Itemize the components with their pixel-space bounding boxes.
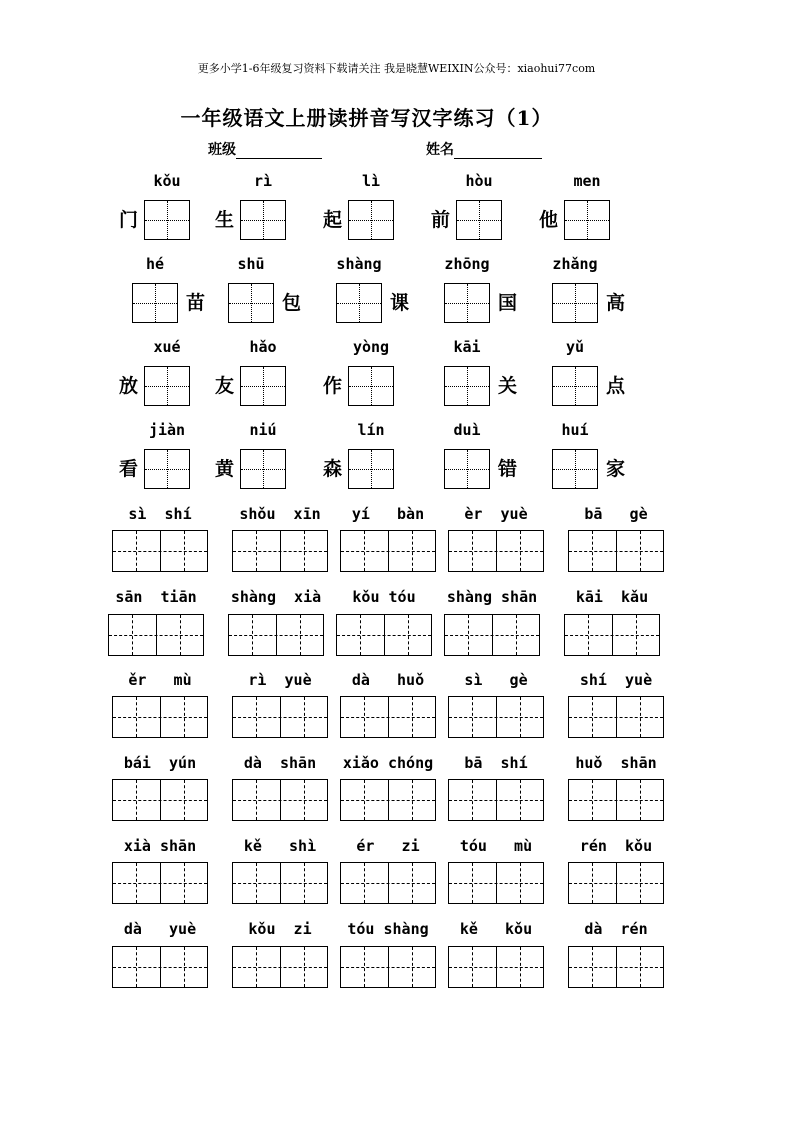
pinyin-label: zhōng (444, 255, 490, 273)
given-character: 看 (119, 458, 139, 480)
pinyin-label: men (573, 172, 601, 190)
box-guide-horizontal (113, 800, 207, 801)
box-guide-horizontal (337, 303, 381, 304)
word-writing-box[interactable] (336, 614, 432, 656)
box-guide-horizontal (445, 386, 489, 387)
pinyin-word-label: kě shì (243, 837, 317, 855)
box-guide-vertical (304, 863, 305, 903)
box-guide-vertical (472, 863, 473, 903)
class-input-line[interactable] (236, 142, 322, 159)
given-character: 黄 (215, 458, 235, 480)
pinyin-word-label: kǒu zi (248, 920, 312, 938)
given-character: 错 (498, 458, 518, 480)
pinyin-label: niú (249, 421, 277, 439)
box-guide-horizontal (341, 967, 435, 968)
box-guide-vertical (412, 531, 413, 571)
box-guide-horizontal (341, 800, 435, 801)
word-writing-box[interactable] (444, 614, 540, 656)
box-guide-horizontal (457, 220, 501, 221)
box-guide-vertical (468, 615, 469, 655)
pinyin-label: shū (237, 255, 265, 273)
box-guide-horizontal (569, 551, 663, 552)
pinyin-label: lín (357, 421, 385, 439)
box-guide-vertical (592, 697, 593, 737)
box-guide-horizontal (449, 800, 543, 801)
writing-box[interactable] (240, 200, 286, 240)
pinyin-label: yǔ (565, 338, 585, 356)
box-guide-vertical (256, 531, 257, 571)
pinyin-word-label: ěr mù (128, 671, 192, 689)
pinyin-word-label: dà yuè (123, 920, 197, 938)
pinyin-word-label: kě kǒu (459, 920, 533, 938)
box-guide-vertical (520, 947, 521, 987)
box-guide-horizontal (229, 303, 273, 304)
box-guide-vertical (364, 531, 365, 571)
given-character: 包 (282, 292, 302, 314)
box-guide-horizontal (229, 635, 323, 636)
box-guide-vertical (592, 863, 593, 903)
box-guide-vertical (184, 947, 185, 987)
pinyin-word-label: bā gè (584, 505, 648, 523)
pinyin-label: hòu (465, 172, 493, 190)
box-guide-horizontal (553, 469, 597, 470)
box-guide-vertical (184, 531, 185, 571)
word-writing-box[interactable] (232, 696, 328, 738)
writing-box[interactable] (348, 449, 394, 489)
box-guide-vertical (640, 947, 641, 987)
pinyin-label: lì (361, 172, 381, 190)
pinyin-word-label: xiǎo chóng (342, 754, 434, 772)
pinyin-label: yòng (352, 338, 390, 356)
class-field (208, 139, 322, 159)
pinyin-label: hǎo (249, 338, 277, 356)
writing-box[interactable] (336, 283, 382, 323)
box-guide-horizontal (349, 386, 393, 387)
name-field (426, 139, 542, 159)
given-character: 前 (431, 209, 451, 231)
given-character: 苗 (186, 292, 206, 314)
given-character: 友 (215, 375, 235, 397)
pinyin-word-label: sì gè (464, 671, 528, 689)
box-guide-vertical (640, 780, 641, 820)
word-writing-box[interactable] (340, 862, 436, 904)
box-guide-horizontal (565, 635, 659, 636)
given-character: 放 (119, 375, 139, 397)
box-guide-horizontal (341, 717, 435, 718)
word-writing-box[interactable] (232, 530, 328, 572)
writing-box[interactable] (456, 200, 502, 240)
box-guide-vertical (472, 780, 473, 820)
pinyin-word-label: rén kǒu (579, 837, 653, 855)
pinyin-word-label: shàng shān (446, 588, 538, 606)
box-guide-vertical (412, 947, 413, 987)
pinyin-word-label: shí yuè (579, 671, 653, 689)
given-character: 课 (390, 292, 410, 314)
box-guide-horizontal (445, 303, 489, 304)
given-character: 起 (323, 209, 343, 231)
word-writing-box[interactable] (232, 779, 328, 821)
box-guide-horizontal (233, 717, 327, 718)
pinyin-label: huí (561, 421, 589, 439)
pinyin-label: shàng (336, 255, 382, 273)
word-writing-box[interactable] (568, 530, 664, 572)
writing-box[interactable] (228, 283, 274, 323)
box-guide-vertical (364, 863, 365, 903)
worksheet-title: 一年级语文上册读拼音写汉字练习（1） (180, 106, 553, 130)
writing-box[interactable] (444, 366, 490, 406)
given-character: 国 (498, 292, 518, 314)
box-guide-vertical (640, 531, 641, 571)
pinyin-word-label: dà shān (243, 754, 317, 772)
given-character: 关 (498, 375, 518, 397)
box-guide-horizontal (449, 883, 543, 884)
given-character: 家 (606, 458, 626, 480)
pinyin-label: duì (453, 421, 481, 439)
given-character: 门 (119, 209, 139, 231)
box-guide-vertical (304, 697, 305, 737)
word-writing-box[interactable] (448, 530, 544, 572)
box-guide-vertical (304, 531, 305, 571)
pinyin-label: rì (253, 172, 273, 190)
box-guide-vertical (412, 863, 413, 903)
box-guide-horizontal (341, 551, 435, 552)
box-guide-horizontal (445, 635, 539, 636)
word-writing-box[interactable] (564, 614, 660, 656)
box-guide-vertical (136, 863, 137, 903)
box-guide-horizontal (109, 635, 203, 636)
box-guide-horizontal (553, 303, 597, 304)
given-character: 生 (215, 209, 235, 231)
box-guide-horizontal (241, 386, 285, 387)
given-character: 他 (539, 209, 559, 231)
box-guide-vertical (132, 615, 133, 655)
box-guide-vertical (256, 697, 257, 737)
header-note: 更多小学1-6年级复习资料下载请关注 我是晓慧WEIXIN公众号：xiaohui77com (197, 62, 596, 75)
writing-box[interactable] (552, 283, 598, 323)
box-guide-horizontal (449, 551, 543, 552)
word-writing-box[interactable] (448, 862, 544, 904)
box-guide-vertical (640, 697, 641, 737)
pinyin-word-label: ér zi (356, 837, 420, 855)
pinyin-word-label: bā shí (464, 754, 528, 772)
box-guide-vertical (364, 697, 365, 737)
box-guide-horizontal (241, 469, 285, 470)
word-writing-box[interactable] (112, 946, 208, 988)
writing-box[interactable] (348, 366, 394, 406)
box-guide-vertical (472, 531, 473, 571)
pinyin-word-label: kǒu tóu (352, 588, 416, 606)
box-guide-horizontal (233, 883, 327, 884)
box-guide-horizontal (341, 883, 435, 884)
box-guide-horizontal (449, 967, 543, 968)
pinyin-word-label: dà huǒ (351, 671, 425, 689)
name-label: 姓名 (426, 142, 454, 158)
pinyin-word-label: yí bàn (351, 505, 425, 523)
word-writing-box[interactable] (340, 696, 436, 738)
box-guide-vertical (412, 780, 413, 820)
pinyin-label: zhǎng (552, 255, 598, 273)
box-guide-vertical (136, 947, 137, 987)
word-writing-box[interactable] (568, 946, 664, 988)
box-guide-vertical (364, 780, 365, 820)
box-guide-vertical (180, 615, 181, 655)
word-writing-box[interactable] (340, 946, 436, 988)
writing-box[interactable] (132, 283, 178, 323)
box-guide-horizontal (445, 469, 489, 470)
box-guide-vertical (304, 947, 305, 987)
box-guide-horizontal (113, 717, 207, 718)
given-character: 森 (323, 458, 343, 480)
box-guide-vertical (640, 863, 641, 903)
box-guide-vertical (360, 615, 361, 655)
box-guide-vertical (300, 615, 301, 655)
writing-box[interactable] (144, 449, 190, 489)
writing-box[interactable] (240, 366, 286, 406)
given-character: 高 (606, 292, 626, 314)
pinyin-word-label: shǒu xīn (239, 505, 321, 523)
box-guide-horizontal (569, 967, 663, 968)
pinyin-word-label: sān tiān (115, 588, 197, 606)
word-writing-box[interactable] (112, 530, 208, 572)
box-guide-horizontal (145, 220, 189, 221)
word-writing-box[interactable] (112, 696, 208, 738)
box-guide-horizontal (145, 469, 189, 470)
writing-box[interactable] (552, 449, 598, 489)
pinyin-word-label: huǒ shān (575, 754, 657, 772)
word-writing-box[interactable] (568, 696, 664, 738)
box-guide-vertical (636, 615, 637, 655)
box-guide-vertical (136, 531, 137, 571)
pinyin-label: hé (145, 255, 165, 273)
box-guide-horizontal (133, 303, 177, 304)
box-guide-horizontal (349, 469, 393, 470)
pinyin-word-label: tóu shàng (347, 920, 429, 938)
writing-box[interactable] (348, 200, 394, 240)
word-writing-box[interactable] (108, 614, 204, 656)
pinyin-label: kāi (453, 338, 481, 356)
box-guide-vertical (592, 947, 593, 987)
pinyin-word-label: kāi kǎu (575, 588, 649, 606)
box-guide-horizontal (569, 800, 663, 801)
box-guide-vertical (304, 780, 305, 820)
pinyin-label: kǒu (153, 172, 181, 190)
writing-box[interactable] (444, 449, 490, 489)
name-input-line[interactable] (454, 142, 542, 159)
box-guide-vertical (520, 780, 521, 820)
box-guide-vertical (252, 615, 253, 655)
word-writing-box[interactable] (232, 862, 328, 904)
box-guide-vertical (472, 947, 473, 987)
writing-box[interactable] (144, 200, 190, 240)
word-writing-box[interactable] (112, 779, 208, 821)
box-guide-vertical (408, 615, 409, 655)
box-guide-horizontal (349, 220, 393, 221)
box-guide-vertical (364, 947, 365, 987)
writing-box[interactable] (564, 200, 610, 240)
given-character: 作 (323, 375, 343, 397)
box-guide-vertical (184, 863, 185, 903)
pinyin-word-label: shàng xià (230, 588, 322, 606)
writing-box[interactable] (144, 366, 190, 406)
given-character: 点 (606, 375, 626, 397)
box-guide-horizontal (233, 551, 327, 552)
pinyin-word-label: tóu mù (459, 837, 533, 855)
pinyin-word-label: rì yuè (248, 671, 312, 689)
writing-box[interactable] (552, 366, 598, 406)
pinyin-word-label: èr yuè (464, 505, 528, 523)
word-writing-box[interactable] (448, 779, 544, 821)
box-guide-vertical (520, 863, 521, 903)
box-guide-horizontal (449, 717, 543, 718)
box-guide-horizontal (565, 220, 609, 221)
word-writing-box[interactable] (340, 779, 436, 821)
word-writing-box[interactable] (112, 862, 208, 904)
class-label: 班级 (208, 142, 236, 158)
box-guide-vertical (256, 780, 257, 820)
pinyin-word-label: sì shí (128, 505, 192, 523)
pinyin-label: xué (153, 338, 181, 356)
box-guide-vertical (592, 780, 593, 820)
box-guide-vertical (588, 615, 589, 655)
box-guide-vertical (256, 947, 257, 987)
box-guide-vertical (520, 531, 521, 571)
box-guide-horizontal (337, 635, 431, 636)
box-guide-vertical (184, 780, 185, 820)
box-guide-horizontal (113, 883, 207, 884)
pinyin-word-label: bái yún (123, 754, 197, 772)
box-guide-vertical (412, 697, 413, 737)
box-guide-vertical (472, 697, 473, 737)
box-guide-vertical (256, 863, 257, 903)
box-guide-vertical (136, 697, 137, 737)
box-guide-horizontal (233, 967, 327, 968)
writing-box[interactable] (444, 283, 490, 323)
word-writing-box[interactable] (448, 696, 544, 738)
box-guide-horizontal (145, 386, 189, 387)
box-guide-vertical (516, 615, 517, 655)
word-writing-box[interactable] (340, 530, 436, 572)
pinyin-label: jiàn (148, 421, 186, 439)
box-guide-vertical (184, 697, 185, 737)
writing-box[interactable] (240, 449, 286, 489)
pinyin-word-label: dà rén (584, 920, 648, 938)
word-writing-box[interactable] (568, 862, 664, 904)
box-guide-vertical (520, 697, 521, 737)
word-writing-box[interactable] (448, 946, 544, 988)
word-writing-box[interactable] (568, 779, 664, 821)
box-guide-horizontal (241, 220, 285, 221)
box-guide-horizontal (569, 883, 663, 884)
box-guide-horizontal (569, 717, 663, 718)
box-guide-horizontal (233, 800, 327, 801)
box-guide-horizontal (553, 386, 597, 387)
word-writing-box[interactable] (232, 946, 328, 988)
box-guide-vertical (592, 531, 593, 571)
word-writing-box[interactable] (228, 614, 324, 656)
pinyin-word-label: xià shān (123, 837, 197, 855)
box-guide-vertical (136, 780, 137, 820)
box-guide-horizontal (113, 967, 207, 968)
box-guide-horizontal (113, 551, 207, 552)
